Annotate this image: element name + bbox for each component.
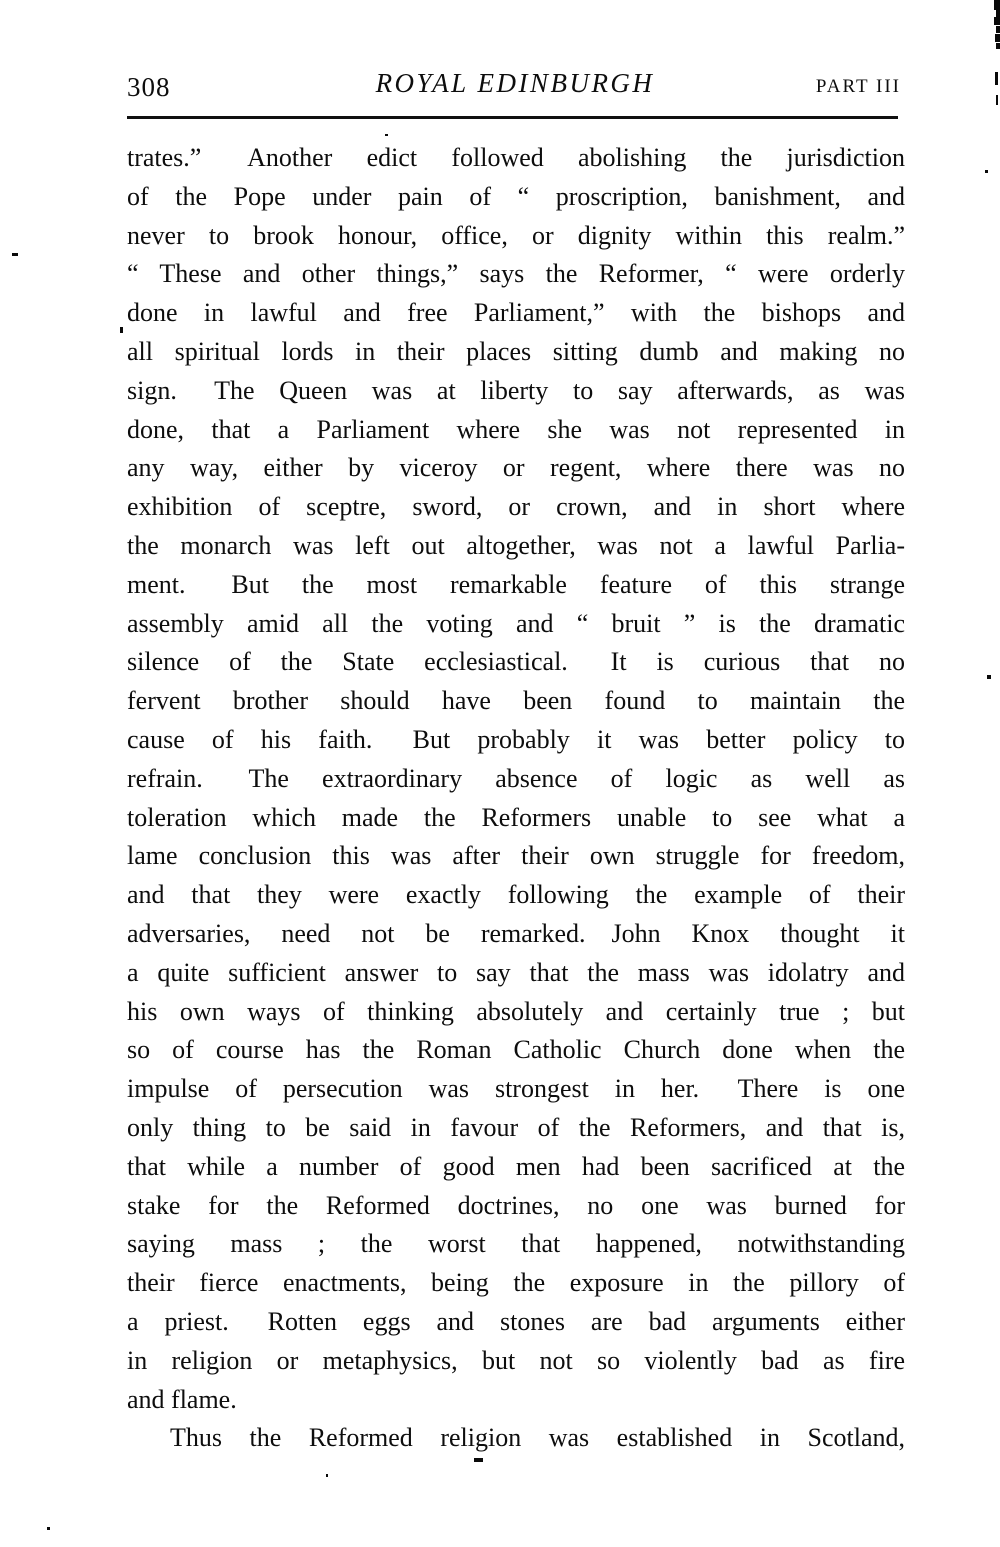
- text-line: refrain. The extraordinary absence of logic as well as: [127, 763, 905, 793]
- text-line: silence of the State ecclesiastical. It is curious that no: [127, 647, 905, 677]
- scan-artifact: [385, 134, 388, 136]
- text-line: trates.” Another edict followed abolishing the jurisdiction: [127, 143, 905, 172]
- text-line: sign. The Queen was at liberty to say afterwards, as was: [127, 375, 905, 405]
- text-line: so of course has the Roman Catholic Church done when the: [127, 1035, 905, 1065]
- text-line: assembly amid all the voting and “ bruit ” is the dramatic: [127, 608, 905, 638]
- scan-artifact: [987, 675, 991, 679]
- text-line: exhibition of sceptre, sword, or crown, and in short where: [127, 492, 905, 522]
- scan-artifact: [996, 43, 1000, 49]
- text-line: lame conclusion this was after their own struggle for freedom,: [127, 841, 905, 871]
- scan-artifact: [996, 10, 1000, 17]
- scan-artifact: [995, 34, 1000, 42]
- text-line: his own ways of thinking absolutely and certainly true ; but: [127, 996, 905, 1026]
- text-line: impulse of persecution was strongest in her. There is one: [127, 1074, 905, 1104]
- text-line: stake for the Reformed doctrines, no one was burned for: [127, 1190, 905, 1220]
- text-line: done, that a Parliament where she was not represented in: [127, 414, 905, 444]
- running-title: ROYAL EDINBURGH: [375, 68, 655, 98]
- text-line: a priest. Rotten eggs and stones are bad arguments either: [127, 1306, 905, 1336]
- text-line: their fierce enactments, being the exposure in the pillory of: [127, 1268, 905, 1298]
- text-line: the monarch was left out altogether, was not a lawful Parlia-: [127, 530, 905, 560]
- scan-artifact: [474, 1458, 483, 1462]
- text-line: and that they were exactly following the example of their: [127, 880, 905, 910]
- scan-artifact: [995, 72, 998, 85]
- scan-artifact: [985, 170, 988, 173]
- page-body: [127, 139, 905, 1458]
- text-line: done in lawful and free Parliament,” with the bishops and: [127, 298, 905, 328]
- text-line: “ These and other things,” says the Reformer, “ were orderly: [127, 259, 905, 289]
- scan-artifact: [994, 17, 1000, 25]
- text-line: toleration which made the Reformers unable to see what a: [127, 802, 905, 832]
- text-line: all spiritual lords in their places sitting dumb and making no: [127, 336, 905, 366]
- text-line: a quite sufficient answer to say that the mass was idolatry and: [127, 957, 905, 987]
- text-line: that while a number of good men had been sacrificed at the: [127, 1151, 905, 1181]
- scan-artifact: [326, 1474, 328, 1477]
- scan-artifact: [996, 95, 998, 105]
- text-line: cause of his faith. But probably it was better policy to: [127, 724, 905, 754]
- scan-artifact: [996, 26, 1000, 33]
- scan-artifact: [47, 1527, 50, 1530]
- text-line: never to brook honour, office, or dignity within this realm.”: [127, 220, 905, 250]
- text-line: and flame.: [127, 1384, 237, 1414]
- scan-artifact: [994, 0, 1000, 10]
- page-header: [127, 68, 903, 110]
- text-line: of the Pope under pain of “ proscription, banishment, and: [127, 181, 905, 211]
- scan-artifact: [120, 327, 123, 333]
- text-line: ment. But the most remarkable feature of this strange: [127, 569, 905, 599]
- text-line: adversaries, need not be remarked. John Knox thought it: [127, 918, 905, 948]
- text-line: in religion or metaphysics, but not so violently bad as fire: [127, 1345, 905, 1375]
- text-line: Thus the Reformed religion was established in Scotland,: [170, 1423, 905, 1453]
- text-line: fervent brother should have been found to maintain the: [127, 686, 905, 716]
- scan-artifact: [12, 253, 18, 256]
- text-line: only thing to be said in favour of the Reformers, and that is,: [127, 1112, 905, 1142]
- text-line: saying mass ; the worst that happened, notwithstanding: [127, 1229, 905, 1259]
- header-rule: [127, 116, 898, 119]
- text-line: any way, either by viceroy or regent, where there was no: [127, 453, 905, 483]
- part-label: PART III: [815, 76, 901, 97]
- page-number: 308: [127, 72, 171, 102]
